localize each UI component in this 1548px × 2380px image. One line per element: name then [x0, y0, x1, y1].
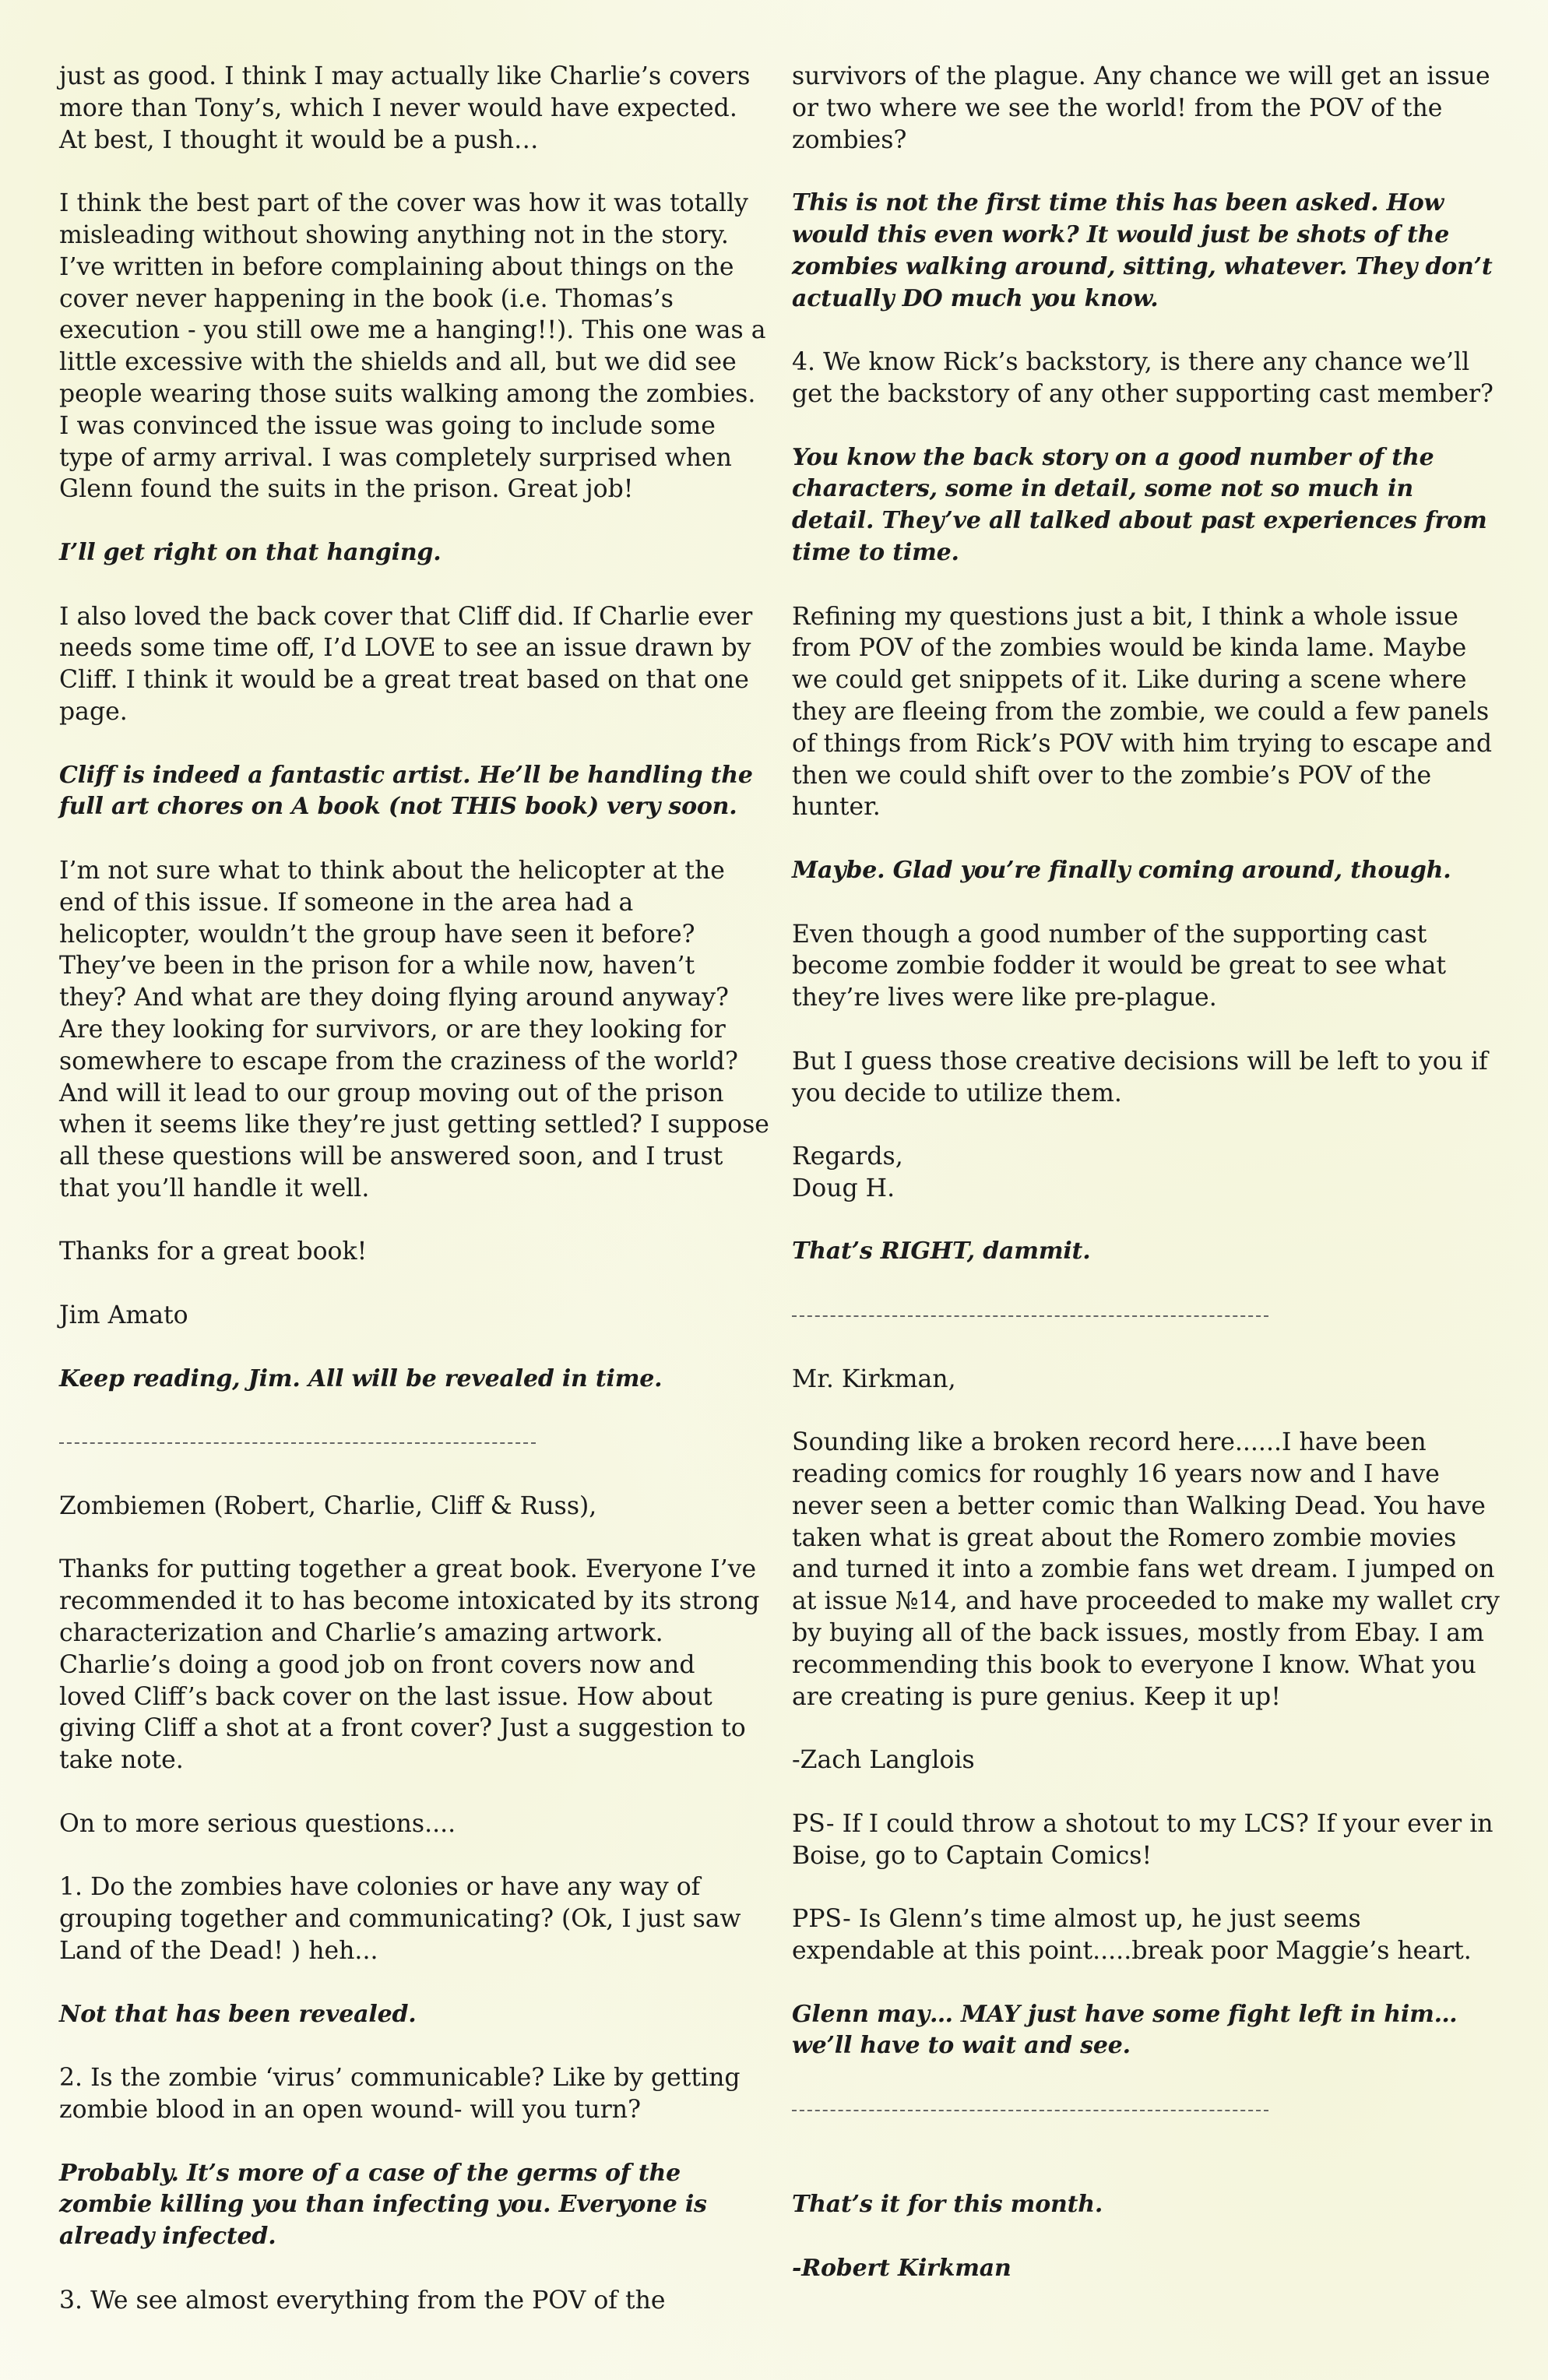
letter-paragraph: I think the best part of the cover was how it was totally misleading without showing anything not in the story. I’ve written in before complaining about things on the cover never happening in the book (i.e. Thomas’s execution - you still owe me a hanging!!). This one was a little excessive with the shields and all, but we did see people wearing those suits walking among the zombies. I was convinced the issue was going to include some type of army arrival. I was completely surprised when Glenn found the suits in the prison. Great job!: [59, 189, 766, 504]
letter-closing: Thanks for a great book!: [59, 1238, 368, 1266]
letter-postscript: PS- If I could throw a shotout to my LCS? If your ever in Boise, go to Captain Comics!: [792, 1809, 1493, 1870]
section-divider: [59, 1427, 769, 1459]
editor-reply: Probably. It’s more of a case of the germs of the zombie killing you than infecting you. Everyone is already infected.: [59, 2159, 707, 2251]
editor-reply: Glenn may… MAY just have some fight left in him… we’ll have to wait and see.: [792, 2000, 1458, 2060]
letter-salutation: Mr. Kirkman,: [792, 1364, 956, 1393]
letter-signature: Regards, Doug H.: [792, 1142, 903, 1202]
letter-paragraph: On to more serious questions....: [59, 1809, 456, 1838]
letter-paragraph: Even though a good number of the supporting cast become zombie fodder it would be great to see what they’re lives were like pre-plague.: [792, 920, 1447, 1012]
left-column: [59, 61, 769, 2348]
editor-reply: Cliff is indeed a fantastic artist. He’ll be handling the full art chores on A book (not THIS book) very soon.: [59, 761, 753, 821]
letter-paragraph: But I guess those creative decisions will be left to you if you decide to utilize them.: [792, 1047, 1488, 1107]
section-divider: [792, 2094, 1502, 2126]
letter-salutation: Zombiemen (Robert, Charlie, Cliff & Russ),: [59, 1491, 597, 1520]
editor-reply: Keep reading, Jim. All will be revealed in time.: [59, 1364, 663, 1392]
letter-signature: Jim Amato: [59, 1301, 188, 1330]
right-column: [792, 61, 1502, 2317]
editor-reply: Not that has been revealed.: [59, 2000, 417, 2028]
editor-reply: You know the back story on a good number of the characters, some in detail, some not so much in detail. They’ve all talked about past experiences from time to time.: [792, 443, 1487, 566]
editor-signature: -Robert Kirkman: [792, 2254, 1011, 2282]
letter-question: 4. We know Rick’s backstory, is there any chance we’ll get the backstory of any other supporting cast member?: [792, 348, 1493, 408]
editor-reply: This is not the first time this has been asked. How would this even work? It would just be shots of the zombies walking around, sitting, whatever. They don’t actually DO much you know.: [792, 189, 1493, 312]
editor-reply: That’s RIGHT, dammit.: [792, 1238, 1091, 1266]
letter-paragraph: Sounding like a broken record here......I have been reading comics for roughly 16 years now and I have never seen a better comic than Walking Dead. You have taken what is great about the Romero zombie movies and turned it into a zombie fans wet dream. I jumped on at issue №14, and have proceeded to make my wallet cry by buying all of the back issues, mostly from Ebay. I am recommending this book to everyone I know. What you are creating is pure genius. Keep it up!: [792, 1428, 1500, 1711]
editor-reply: I’ll get right on that hanging.: [59, 538, 442, 566]
spacer: [792, 2158, 1502, 2190]
letter-paragraph: survivors of the plague. Any chance we will get an issue or two where we see the world! from the POV of the zombies?: [792, 62, 1490, 154]
editor-reply: Maybe. Glad you’re finally coming around, though.: [792, 856, 1451, 884]
letter-paragraph: just as good. I think I may actually like Charlie’s covers more than Tony’s, which I never would have expected. At best, I thought it would be a push…: [59, 62, 751, 154]
letter-paragraph: I’m not sure what to think about the helicopter at the end of this issue. If someone in the area had a helicopter, wouldn’t the group have seen it before? They’ve been in the prison for a while now, haven’t they? And what are they doing flying around anyway? Are they looking for survivors, or are they looking for somewhere to escape from the craziness of the world? And will it lead to our group moving out of the prison when it seems like they’re just getting settled? I suppose all these questions will be answered soon, and I trust that you’ll handle it well.: [59, 856, 769, 1202]
letter-postscript: PPS- Is Glenn’s time almost up, he just seems expendable at this point.....break poor Maggie’s heart.: [792, 1905, 1472, 1966]
section-divider: [792, 1300, 1502, 1332]
letter-paragraph: Refining my questions just a bit, I think a whole issue from POV of the zombies would be kinda lame. Maybe we could get snippets of it. Like during a scene where they are fleeing from the zombie, we could a few panels of things from Rick’s POV with him trying to escape and then we could shift over to the zombie’s POV of the hunter.: [792, 602, 1492, 822]
letter-question: 1. Do the zombies have colonies or have any way of grouping together and communicating? (Ok, I just saw Land of the Dead! ) heh...: [59, 1873, 741, 1966]
letter-question: 2. Is the zombie ‘virus’ communicable? Like by getting zombie blood in an open wound- will you turn?: [59, 2064, 741, 2124]
letter-paragraph: Thanks for putting together a great book. Everyone I’ve recommended it to has become intoxicated by its strong characterization and Charlie’s amazing artwork. Charlie’s doing a good job on front covers now and loved Cliff’s back cover on the last issue. How about giving Cliff a shot at a front cover? Just a suggestion to take note.: [59, 1555, 760, 1775]
letter-paragraph: I also loved the back cover that Cliff did. If Charlie ever needs some time off, I’d LOVE to see an issue drawn by Cliff. I think it would be a great treat based on that one page.: [59, 602, 753, 726]
letter-question: 3. We see almost everything from the POV of the: [59, 2286, 666, 2315]
letter-signature: -Zach Langlois: [792, 1746, 975, 1775]
editor-sign-off: That’s it for this month.: [792, 2191, 1103, 2219]
